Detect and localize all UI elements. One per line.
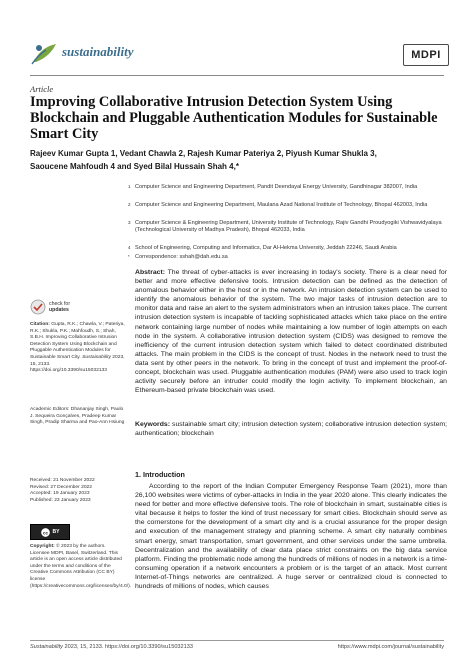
authors-line-2: Saoucene Mahfoudh 4 and Syed Bilal Hussain Shah 4,* <box>30 161 239 171</box>
authors-line-1: Rajeev Kumar Gupta 1, Vedant Chawla 2, Rajesh Kumar Pateriya 2, Piyush Kumar Shukla 3, <box>30 149 377 158</box>
affiliation-text: School of Engineering, Computing and Informatics, Dar Al-Hekma University, Jeddah 22246, Saudi Arabia <box>135 245 397 251</box>
affiliation-text: Computer Science and Engineering Department, Pandit Deendayal Energy University, Gandhinagar 382007, India <box>135 184 418 190</box>
editors-label: Academic Editors: <box>30 407 70 412</box>
academic-editors <box>30 407 126 427</box>
date-accepted: Accepted: 19 January 2023 <box>30 491 90 497</box>
copyright-text: © 2023 by the authors. Licensee MDPI, Basel, Switzerland. This article is an open access article distributed under the terms and conditions of the Creative Commons Attribution (CC BY) license (https://creativecommons.org/licenses/by/4.0/). <box>30 544 132 589</box>
footer-ref[interactable]: 2023, 15, 2133. https://doi.org/10.3390/su15032133 <box>64 644 193 650</box>
editors-text: Dhananjay Singh, Paulo J. Sequeira Gonçalves, Pradeep Kumar Singh, Pradip Sharma and Pao-Ann Hsiung <box>30 407 125 426</box>
copyright-block <box>30 544 132 590</box>
sustainability-leaf-icon <box>30 40 58 66</box>
citation-label: Citation: <box>30 322 50 327</box>
keywords <box>135 420 447 438</box>
journal-name: sustainability <box>62 44 134 59</box>
affiliation-number: 4 <box>128 245 131 250</box>
footer-journal-url[interactable]: https://www.mdpi.com/journal/sustainability <box>337 644 444 650</box>
citation-block <box>30 322 126 375</box>
affiliation-number: 3 <box>128 220 131 225</box>
paper-title: Improving Collaborative Intrusion Detection System Using Blockchain and Pluggable Authentication Modules for Sustainable Smart City <box>30 94 438 142</box>
correspondence <box>128 254 451 261</box>
abstract-label: Abstract: <box>135 269 166 276</box>
header-divider <box>30 75 444 76</box>
affiliation-2 <box>128 202 451 209</box>
creative-commons-icon <box>41 528 50 537</box>
svg-text:cc: cc <box>42 529 48 535</box>
introduction-text: According to the report of the Indian Computer Emergency Response Team (2021), more than 26,100 websites were victims of cyber-attacks in India in the year 2020 alone. This clearly indicates the need for better and more effective defensive tools. The role of blockchain in smart, sustainable cities is vital because it helps to foster the kind of trust necessary for smart cities. Blockchain should serve as the cornerstone for the development of a smart city and is a crucial assurance for the proper design and execution of the management strategy and planning scheme. A smart city naturally combines smart energy, smart transportation, smart government, and other services under the same umbrella. Decentralization and the availability of clear data place strict constraints on the big data service platform. Finding the problematic node among the hundreds of millions of nodes in a network is a time-consuming operation if a network encounters a problem or is the target of an attack. Most current Internet-of-Things networks are centralized. A huge server or centralized cloud is connected to hundreds of millions of nodes, which causes <box>135 483 447 591</box>
affiliation-1 <box>128 184 451 191</box>
affiliation-4 <box>128 245 451 252</box>
check-updates-line2: updates <box>49 307 69 313</box>
affiliation-3 <box>128 220 451 234</box>
citation-ref[interactable]: 2023, 15, 2133. https://doi.org/10.3390/su15032133 <box>30 354 125 374</box>
footer-journal: Sustainability <box>30 644 63 650</box>
affiliation-number: 2 <box>128 202 131 207</box>
citation-journal: Sustainability <box>82 354 111 360</box>
affiliation-text: Computer Science & Engineering Department, University Institute of Technology, Rajiv Gandhi Proudyogiki Vishwavidyalaya (Technological University of Madhya Pradesh), Bhopal 462033, India <box>135 220 442 234</box>
date-received: Received: 21 November 2022 <box>30 478 95 483</box>
article-type: Article <box>30 84 54 94</box>
affiliation-number: 1 <box>128 184 131 189</box>
affiliation-number: * <box>128 254 130 259</box>
correspondence-text: Correspondence: sshah@dah.edu.sa <box>135 254 228 260</box>
abstract-text: The threat of cyber-attacks is ever increasing in today's society. There is a clear need for better and more effective defensive tools. Intrusion detection can be defined as the detection of anomalous behavior either in the host or in the network. An intrusion detection system can be used to identify the anomalous behavior of the system. The two major tasks of intrusion detection are to monitor data and raise an alert to the system administrators when an intrusion takes place. The current intrusion detection system is incapable of tackling sophisticated attacks which take place on the entire network containing large number of nodes while maintaining a low number of login attempts on each node in the system. A collaborative intrusion detection system (CIDS) was designed to remove the inefficiency of the current intrusion detection system which failed to detect coordinated distributed attacks. The main problem in the CIDS is the concept of trust. Nodes in the network need to trust the data sent by other peers in the network. To bring in the concept of trust and implement the proof-of-concept, blockchain was used. Pluggable authentication modules (PAM) were also used to track login activity securely before an intruder could modify the login activity. To implement blockchain, an Ethereum-based private blockchain was used. <box>135 269 447 395</box>
affiliation-text: Computer Science and Engineering Department, Maulana Azad National Institute of Technology, Bhopal 462003, India <box>135 202 428 208</box>
check-updates-icon <box>30 299 46 315</box>
footer-divider <box>30 640 444 641</box>
keywords-label: Keywords: <box>135 421 170 428</box>
mdpi-logo: MDPI <box>403 44 449 66</box>
section-heading-introduction: 1. Introduction <box>135 470 185 479</box>
check-for-updates-button[interactable] <box>30 296 90 318</box>
copyright-label: Copyright: <box>30 544 55 549</box>
check-updates-line1: check for <box>49 301 71 307</box>
date-published: Published: 23 January 2023 <box>30 497 91 503</box>
keywords-text: sustainable smart city; intrusion detection system; collaborative intrusion detection system; authentication; blockchain <box>135 421 448 438</box>
cc-license-badge[interactable] <box>30 524 70 540</box>
dates-block <box>30 478 126 504</box>
abstract <box>135 268 447 395</box>
date-revised: Revised: 27 December 2022 <box>30 484 92 490</box>
citation-text: Gupta, R.K.; Chawla, V.; Pateriya, R.K.; Shukla, P.K.; Mahfoudh, S.; Shah, S.B.H. Improving Collaborative Intrusion Detection System Using Blockchain and Pluggable Authentication Modules for Sustainable Smart City. <box>30 322 125 360</box>
author-list <box>30 148 450 173</box>
cc-badge-label: BY <box>52 529 60 535</box>
footer-citation <box>30 644 193 650</box>
